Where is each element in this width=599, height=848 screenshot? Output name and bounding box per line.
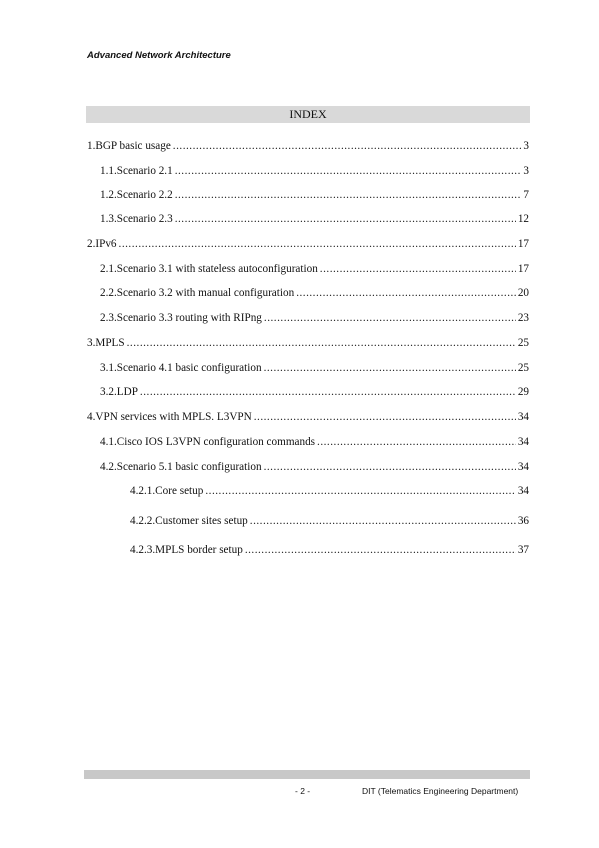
- toc-entry[interactable]: [100, 433, 529, 449]
- toc-entry[interactable]: [87, 408, 529, 424]
- toc-entry[interactable]: [87, 235, 529, 251]
- toc-entry[interactable]: [100, 186, 529, 202]
- toc-page: 25: [517, 337, 529, 349]
- toc-leader: [175, 212, 516, 226]
- toc-page: 29: [517, 386, 529, 398]
- toc-entry[interactable]: [130, 482, 529, 498]
- toc-entry[interactable]: [100, 162, 529, 178]
- toc-leader: [250, 514, 516, 528]
- toc-leader: [175, 164, 522, 178]
- toc-entry[interactable]: [130, 512, 529, 528]
- toc-number: 2.1.: [100, 263, 117, 275]
- toc-page: 37: [517, 544, 529, 556]
- toc-number: 4.2.: [100, 461, 117, 473]
- toc-entry[interactable]: [100, 284, 529, 300]
- toc-title: Scenario 3.3 routing with RIPng: [116, 312, 262, 324]
- toc-number: 3.: [87, 337, 96, 349]
- toc-page: 3: [523, 140, 529, 152]
- toc-number: 1.2.: [100, 189, 117, 201]
- toc-leader: [205, 484, 515, 498]
- toc-number: 4.2.1.: [130, 485, 156, 497]
- toc-page: 7: [523, 189, 529, 201]
- page-number: - 2 -: [295, 786, 311, 796]
- toc-number: 3.1.: [100, 362, 117, 374]
- toc-page: 34: [517, 485, 529, 497]
- toc-number: 4.: [87, 411, 96, 423]
- toc-number: 4.1.: [100, 436, 117, 448]
- toc-leader: [119, 237, 516, 251]
- toc-title: Customer sites setup: [155, 515, 248, 527]
- toc-title: Scenario 2.2: [116, 189, 173, 201]
- toc-page: 25: [517, 362, 529, 374]
- toc-page: 34: [517, 436, 529, 448]
- toc-number: 2.2.: [100, 287, 117, 299]
- toc-entry[interactable]: [100, 260, 529, 276]
- toc-entry[interactable]: [100, 210, 529, 226]
- toc-page: 17: [517, 238, 529, 250]
- toc-leader: [254, 410, 516, 424]
- toc-number: 4.2.3.: [130, 544, 156, 556]
- toc-number: 1.: [87, 140, 96, 152]
- toc-title: BGP basic usage: [95, 140, 171, 152]
- toc-entry[interactable]: [87, 137, 529, 153]
- toc-leader: [245, 543, 516, 557]
- footer-department: DIT (Telematics Engineering Department): [362, 786, 519, 796]
- toc-leader: [127, 336, 516, 350]
- toc-page: 17: [517, 263, 529, 275]
- toc-leader: [264, 460, 516, 474]
- toc-page: 12: [517, 213, 529, 225]
- toc-entry[interactable]: [100, 458, 529, 474]
- toc-number: 2.: [87, 238, 96, 250]
- toc-title: Scenario 2.1: [116, 165, 173, 177]
- toc-leader: [320, 262, 516, 276]
- toc-entry[interactable]: [100, 309, 529, 325]
- toc-title: Core setup: [155, 485, 204, 497]
- toc-entry[interactable]: [100, 383, 529, 399]
- toc-title: VPN services with MPLS. L3VPN: [95, 411, 252, 423]
- toc-page: 20: [517, 287, 529, 299]
- footer-rule: [84, 770, 530, 779]
- toc-leader: [296, 286, 516, 300]
- toc-number: 1.3.: [100, 213, 117, 225]
- toc-page: 3: [523, 165, 529, 177]
- toc-title: MPLS border setup: [155, 544, 243, 556]
- toc-leader: [173, 139, 522, 153]
- toc-page: 34: [517, 461, 529, 473]
- toc-leader: [175, 188, 522, 202]
- toc-title: Scenario 4.1 basic configuration: [116, 362, 262, 374]
- toc-entry[interactable]: [100, 359, 529, 375]
- toc-page: 34: [517, 411, 529, 423]
- toc-entry[interactable]: [130, 541, 529, 557]
- toc-title: Scenario 2.3: [116, 213, 173, 225]
- toc-number: 2.3.: [100, 312, 117, 324]
- toc-title: IPv6: [95, 238, 117, 250]
- toc-number: 1.1.: [100, 165, 117, 177]
- toc-leader: [317, 435, 516, 449]
- toc-leader: [264, 311, 516, 325]
- toc-title: MPLS: [95, 337, 125, 349]
- toc-entry[interactable]: [87, 334, 529, 350]
- toc-leader: [264, 361, 516, 375]
- toc-leader: [140, 385, 516, 399]
- toc-title: Scenario 3.2 with manual configuration: [116, 287, 295, 299]
- running-header: Advanced Network Architecture: [87, 50, 231, 61]
- toc-title: Scenario 3.1 with stateless autoconfiguration: [116, 263, 318, 275]
- toc-page: 23: [517, 312, 529, 324]
- toc-page: 36: [517, 515, 529, 527]
- toc-title: Scenario 5.1 basic configuration: [116, 461, 262, 473]
- index-title: INDEX: [86, 106, 530, 123]
- toc-title: Cisco IOS L3VPN configuration commands: [116, 436, 316, 448]
- toc-title: LDP: [116, 386, 138, 398]
- toc-number: 3.2.: [100, 386, 117, 398]
- toc-number: 4.2.2.: [130, 515, 156, 527]
